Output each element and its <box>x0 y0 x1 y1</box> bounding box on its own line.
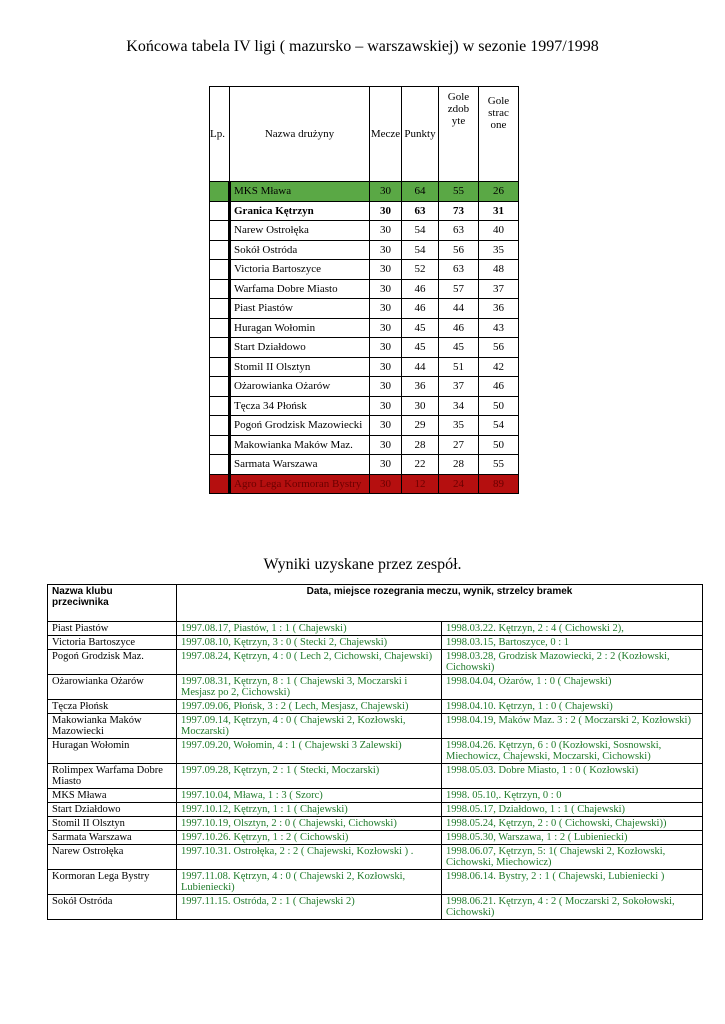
cell-lp <box>210 396 230 416</box>
cell-points: 54 <box>402 221 439 241</box>
cell-goals-against: 40 <box>479 221 519 241</box>
cell-points: 45 <box>402 318 439 338</box>
cell-matches: 30 <box>370 416 402 436</box>
results-row <box>48 845 703 870</box>
cell-goals-for: 34 <box>439 396 479 416</box>
league-row <box>210 416 519 436</box>
cell-goals-against: 48 <box>479 260 519 280</box>
cell-club: Narew Ostrołęka <box>48 845 177 870</box>
league-row <box>210 474 519 494</box>
cell-goals-for: 46 <box>439 318 479 338</box>
league-row <box>210 455 519 475</box>
cell-matches: 30 <box>370 182 402 202</box>
cell-second-match: 1998.05.17, Działdowo, 1 : 1 ( Chajewski) <box>442 803 703 817</box>
cell-first-match: 1997.09.20, Wołomin, 4 : 1 ( Chajewski 3 Zalewski) <box>177 739 442 764</box>
cell-goals-against: 54 <box>479 416 519 436</box>
cell-lp <box>210 416 230 436</box>
cell-goals-against: 42 <box>479 357 519 377</box>
results-row <box>48 789 703 803</box>
cell-team: Pogoń Grodzisk Mazowiecki <box>230 416 370 436</box>
cell-lp <box>210 182 230 202</box>
cell-lp <box>210 455 230 475</box>
cell-first-match: 1997.08.24, Kętrzyn, 4 : 0 ( Lech 2, Cichowski, Chajewski) <box>177 650 442 675</box>
cell-first-match: 1997.10.04, Mława, 1 : 3 ( Szorc) <box>177 789 442 803</box>
cell-matches: 30 <box>370 474 402 494</box>
cell-points: 46 <box>402 279 439 299</box>
cell-lp <box>210 240 230 260</box>
cell-team: Start Działdowo <box>230 338 370 358</box>
cell-team: Ożarowianka Ożarów <box>230 377 370 397</box>
cell-team: Tęcza 34 Płońsk <box>230 396 370 416</box>
cell-points: 44 <box>402 357 439 377</box>
cell-second-match: 1998.04.10. Kętrzyn, 1 : 0 ( Chajewski) <box>442 700 703 714</box>
cell-matches: 30 <box>370 221 402 241</box>
cell-second-match: 1998.04.04, Ożarów, 1 : 0 ( Chajewski) <box>442 675 703 700</box>
cell-lp <box>210 260 230 280</box>
cell-matches: 30 <box>370 279 402 299</box>
cell-team: Makowianka Maków Maz. <box>230 435 370 455</box>
results-row <box>48 714 703 739</box>
league-row <box>210 338 519 358</box>
cell-second-match: 1998.05.03. Dobre Miasto, 1 : 0 ( Kozłowski) <box>442 764 703 789</box>
results-row <box>48 803 703 817</box>
league-row <box>210 240 519 260</box>
cell-lp <box>210 299 230 319</box>
cell-club: MKS Mława <box>48 789 177 803</box>
cell-team: Sokół Ostróda <box>230 240 370 260</box>
cell-club: Sokół Ostróda <box>48 895 177 920</box>
cell-points: 46 <box>402 299 439 319</box>
cell-points: 54 <box>402 240 439 260</box>
results-row <box>48 870 703 895</box>
cell-club: Start Działdowo <box>48 803 177 817</box>
header-details: Data, miejsce rozegrania meczu, wynik, strzelcy bramek <box>177 585 703 622</box>
cell-goals-for: 24 <box>439 474 479 494</box>
cell-lp <box>210 279 230 299</box>
cell-points: 64 <box>402 182 439 202</box>
results-row <box>48 764 703 789</box>
results-row <box>48 739 703 764</box>
header-matches: Mecze <box>370 87 402 182</box>
cell-team: Piast Piastów <box>230 299 370 319</box>
cell-lp <box>210 357 230 377</box>
header-goals-for-text: Gole zdobyte <box>447 91 470 127</box>
cell-matches: 30 <box>370 338 402 358</box>
cell-matches: 30 <box>370 299 402 319</box>
cell-first-match: 1997.10.12, Kętrzyn, 1 : 1 ( Chajewski) <box>177 803 442 817</box>
cell-goals-against: 43 <box>479 318 519 338</box>
cell-points: 29 <box>402 416 439 436</box>
league-row <box>210 221 519 241</box>
header-points: Punkty <box>402 87 439 182</box>
cell-team: MKS Mława <box>230 182 370 202</box>
cell-team: Narew Ostrołęka <box>230 221 370 241</box>
cell-second-match: 1998.04.26. Kętrzyn, 6 : 0 (Kozłowski, Sosnowski, Miechowicz, Chajewski, Moczarski, Cichowski) <box>442 739 703 764</box>
cell-goals-for: 55 <box>439 182 479 202</box>
cell-matches: 30 <box>370 455 402 475</box>
cell-points: 45 <box>402 338 439 358</box>
results-row <box>48 831 703 845</box>
cell-points: 63 <box>402 201 439 221</box>
cell-team: Victoria Bartoszyce <box>230 260 370 280</box>
league-row <box>210 260 519 280</box>
cell-goals-for: 35 <box>439 416 479 436</box>
results-body <box>48 622 703 920</box>
cell-team: Sarmata Warszawa <box>230 455 370 475</box>
results-row <box>48 636 703 650</box>
header-team: Nazwa drużyny <box>230 87 370 182</box>
results-row <box>48 650 703 675</box>
cell-club: Piast Piastów <box>48 622 177 636</box>
cell-points: 12 <box>402 474 439 494</box>
league-row <box>210 279 519 299</box>
cell-points: 36 <box>402 377 439 397</box>
cell-goals-against: 26 <box>479 182 519 202</box>
header-goals-against-text: Gole stracone <box>487 95 510 131</box>
cell-club: Kormoran Lega Bystry <box>48 870 177 895</box>
cell-matches: 30 <box>370 435 402 455</box>
cell-first-match: 1997.08.17, Piastów, 1 : 1 ( Chajewski) <box>177 622 442 636</box>
league-table <box>209 86 519 494</box>
cell-club: Sarmata Warszawa <box>48 831 177 845</box>
cell-goals-against: 35 <box>479 240 519 260</box>
cell-second-match: 1998. 05.10,. Kętrzyn, 0 : 0 <box>442 789 703 803</box>
cell-team: Granica Kętrzyn <box>230 201 370 221</box>
cell-club: Huragan Wołomin <box>48 739 177 764</box>
cell-lp <box>210 318 230 338</box>
cell-second-match: 1998.04.19, Maków Maz. 3 : 2 ( Moczarski 2, Kozłowski) <box>442 714 703 739</box>
cell-matches: 30 <box>370 396 402 416</box>
league-row <box>210 182 519 202</box>
cell-goals-for: 57 <box>439 279 479 299</box>
results-row <box>48 700 703 714</box>
header-lp: Lp. <box>210 87 230 182</box>
cell-goals-against: 56 <box>479 338 519 358</box>
league-row <box>210 318 519 338</box>
cell-points: 52 <box>402 260 439 280</box>
cell-goals-against: 37 <box>479 279 519 299</box>
cell-club: Makowianka Maków Mazowiecki <box>48 714 177 739</box>
cell-points: 28 <box>402 435 439 455</box>
results-row <box>48 817 703 831</box>
league-row <box>210 396 519 416</box>
cell-team: Stomil II Olsztyn <box>230 357 370 377</box>
cell-second-match: 1998.05.30, Warszawa, 1 : 2 ( Lubieniecki) <box>442 831 703 845</box>
header-club: Nazwa klubu przeciwnika <box>48 585 177 622</box>
cell-matches: 30 <box>370 260 402 280</box>
results-row <box>48 675 703 700</box>
cell-club: Stomil II Olsztyn <box>48 817 177 831</box>
cell-goals-for: 63 <box>439 260 479 280</box>
cell-goals-for: 51 <box>439 357 479 377</box>
cell-first-match: 1997.10.26. Kętrzyn, 1 : 2 ( Cichowski) <box>177 831 442 845</box>
cell-second-match: 1998.06.14. Bystry, 2 : 1 ( Chajewski, Lubieniecki ) <box>442 870 703 895</box>
cell-team: Huragan Wołomin <box>230 318 370 338</box>
cell-lp <box>210 338 230 358</box>
cell-goals-for: 63 <box>439 221 479 241</box>
cell-lp <box>210 435 230 455</box>
header-goals-against <box>479 87 519 182</box>
header-goals-for <box>439 87 479 182</box>
league-body <box>210 182 519 494</box>
cell-first-match: 1997.10.31. Ostrołęka, 2 : 2 ( Chajewski, Kozłowski ) . <box>177 845 442 870</box>
cell-second-match: 1998.05.24, Kętrzyn, 2 : 0 ( Cichowski, Chajewski)) <box>442 817 703 831</box>
cell-goals-against: 50 <box>479 396 519 416</box>
league-header-row <box>210 87 519 182</box>
cell-goals-against: 36 <box>479 299 519 319</box>
cell-club: Rolimpex Warfama Dobre Miasto <box>48 764 177 789</box>
cell-second-match: 1998.03.22. Kętrzyn, 2 : 4 ( Cichowski 2), <box>442 622 703 636</box>
cell-club: Victoria Bartoszyce <box>48 636 177 650</box>
league-row <box>210 299 519 319</box>
cell-goals-for: 73 <box>439 201 479 221</box>
cell-points: 22 <box>402 455 439 475</box>
cell-matches: 30 <box>370 201 402 221</box>
cell-second-match: 1998.03.28, Grodzisk Mazowiecki, 2 : 2 (Kozłowski, Cichowski) <box>442 650 703 675</box>
cell-goals-against: 50 <box>479 435 519 455</box>
cell-goals-against: 46 <box>479 377 519 397</box>
cell-goals-against: 89 <box>479 474 519 494</box>
cell-goals-for: 56 <box>439 240 479 260</box>
results-title: Wyniki uzyskane przez zespół. <box>263 556 462 573</box>
league-row <box>210 201 519 221</box>
cell-lp <box>210 221 230 241</box>
cell-second-match: 1998.06.21. Kętrzyn, 4 : 2 ( Moczarski 2, Sokołowski, Cichowski) <box>442 895 703 920</box>
cell-first-match: 1997.11.08. Kętrzyn, 4 : 0 ( Chajewski 2, Kozłowski, Lubieniecki) <box>177 870 442 895</box>
cell-lp <box>210 377 230 397</box>
cell-first-match: 1997.11.15. Ostróda, 2 : 1 ( Chajewski 2) <box>177 895 442 920</box>
cell-goals-against: 55 <box>479 455 519 475</box>
cell-goals-for: 45 <box>439 338 479 358</box>
league-row <box>210 435 519 455</box>
cell-first-match: 1997.10.19, Olsztyn, 2 : 0 ( Chajewski, Cichowski) <box>177 817 442 831</box>
cell-goals-for: 28 <box>439 455 479 475</box>
cell-points: 30 <box>402 396 439 416</box>
cell-matches: 30 <box>370 377 402 397</box>
results-row <box>48 895 703 920</box>
results-row <box>48 622 703 636</box>
cell-first-match: 1997.08.10, Kętrzyn, 3 : 0 ( Stecki 2, Chajewski) <box>177 636 442 650</box>
cell-first-match: 1997.09.28, Kętrzyn, 2 : 1 ( Stecki, Moczarski) <box>177 764 442 789</box>
cell-second-match: 1998.03.15, Bartoszyce, 0 : 1 <box>442 636 703 650</box>
league-table-title: Końcowa tabela IV ligi ( mazursko – warszawskiej) w sezonie 1997/1998 <box>126 38 599 55</box>
cell-second-match: 1998.06.07, Kętrzyn, 5: 1( Chajewski 2, Kozłowski, Cichowski, Miechowicz) <box>442 845 703 870</box>
cell-club: Tęcza Płońsk <box>48 700 177 714</box>
cell-matches: 30 <box>370 318 402 338</box>
cell-first-match: 1997.08.31, Kętrzyn, 8 : 1 ( Chajewski 3, Moczarski i Mesjasz po 2, Cichowski) <box>177 675 442 700</box>
cell-first-match: 1997.09.14, Kętrzyn, 4 : 0 ( Chajewski 2, Kozłowski, Moczarski) <box>177 714 442 739</box>
cell-club: Pogoń Grodzisk Maz. <box>48 650 177 675</box>
cell-lp <box>210 474 230 494</box>
results-header-row <box>48 585 703 622</box>
cell-matches: 30 <box>370 240 402 260</box>
cell-club: Ożarowianka Ożarów <box>48 675 177 700</box>
cell-goals-for: 37 <box>439 377 479 397</box>
cell-team: Warfama Dobre Miasto <box>230 279 370 299</box>
cell-first-match: 1997.09.06, Płońsk, 3 : 2 ( Lech, Mesjasz, Chajewski) <box>177 700 442 714</box>
cell-goals-against: 31 <box>479 201 519 221</box>
cell-goals-for: 44 <box>439 299 479 319</box>
league-row <box>210 357 519 377</box>
results-table <box>47 584 703 920</box>
league-row <box>210 377 519 397</box>
cell-team: Agro Lega Kormoran Bystry <box>230 474 370 494</box>
cell-goals-for: 27 <box>439 435 479 455</box>
cell-matches: 30 <box>370 357 402 377</box>
cell-lp <box>210 201 230 221</box>
